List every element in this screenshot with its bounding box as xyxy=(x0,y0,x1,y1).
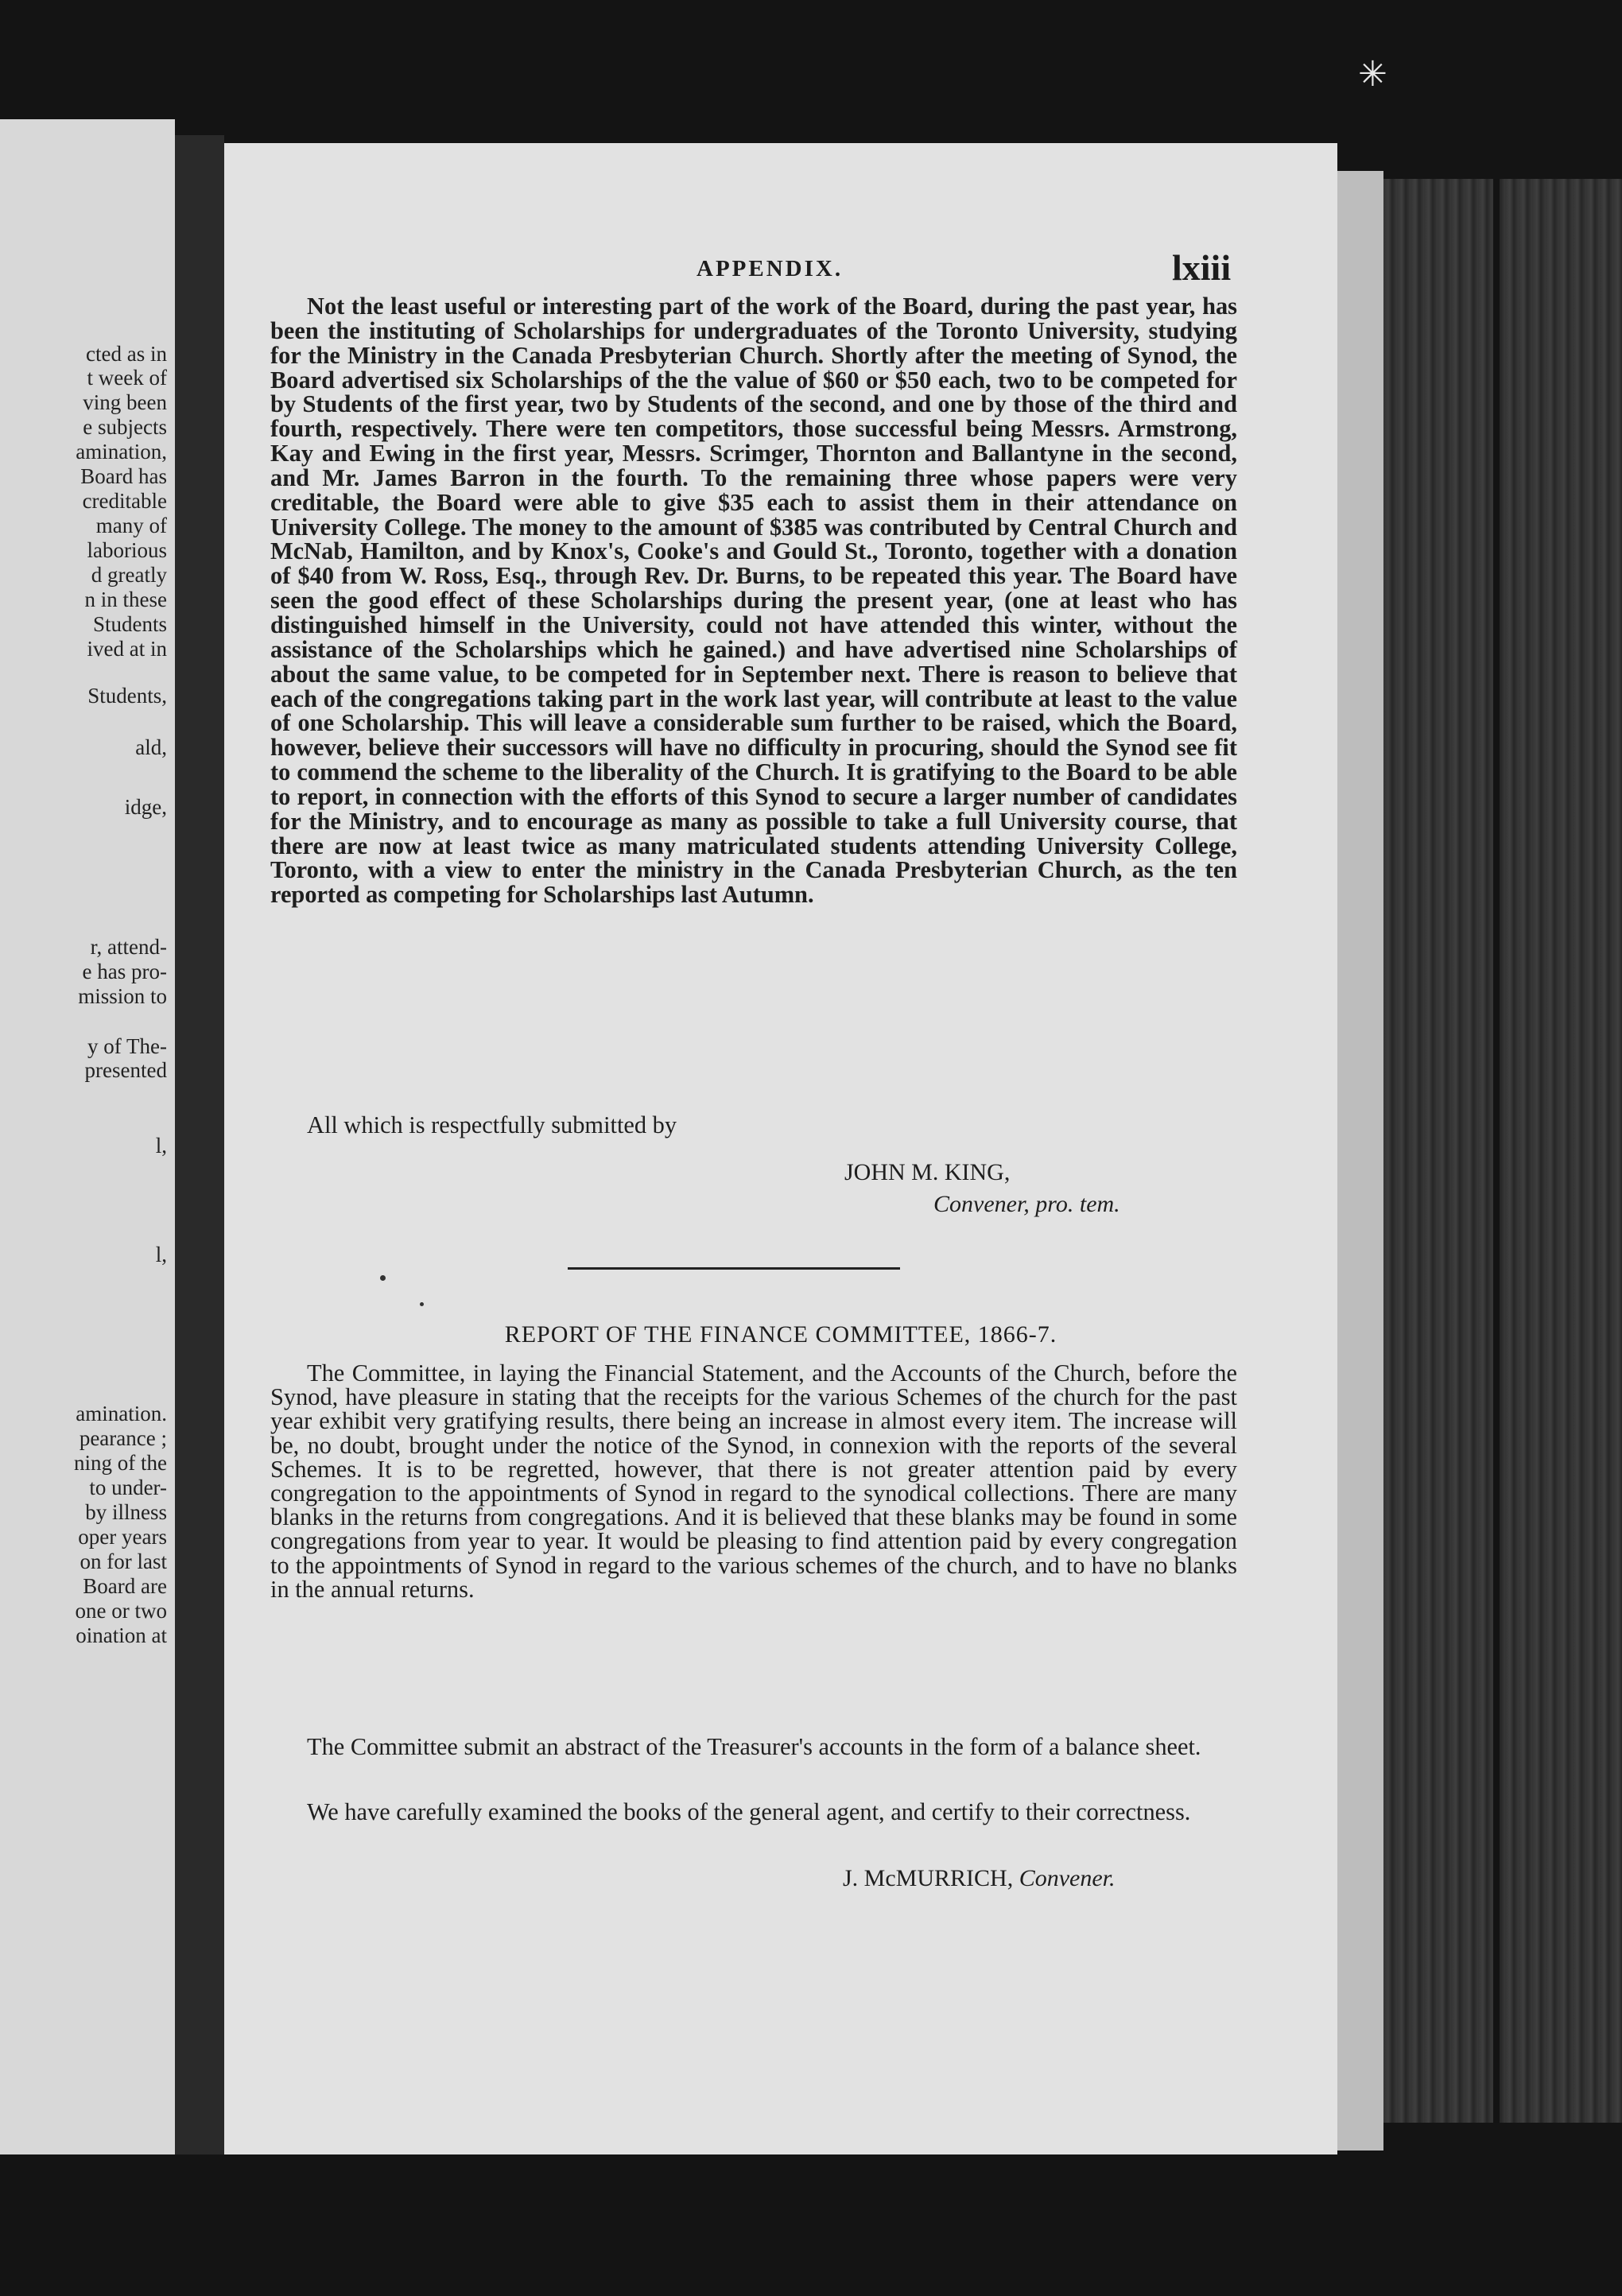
left-page-fragment: creditable xyxy=(82,489,167,513)
finance-paragraph-2: The Committee submit an abstract of the Treasurer's accounts in the form of a balance sheet. xyxy=(307,1733,1201,1760)
left-page-fragment: r, attend- xyxy=(90,935,167,959)
running-title: APPENDIX. xyxy=(697,256,844,281)
left-page-fragment: ning of the xyxy=(74,1451,167,1475)
right-page xyxy=(224,143,1337,2154)
finance-signature xyxy=(843,1865,1116,1892)
left-page-fragment: ving been xyxy=(83,390,167,414)
left-page-fragment: ald, xyxy=(135,735,167,759)
left-page-fragment: laborious xyxy=(87,538,167,562)
left-page-fragment: many of xyxy=(95,514,167,537)
left-page-fragment: y of The- xyxy=(87,1034,167,1058)
book-spine-line xyxy=(1493,179,1500,2123)
left-page-fragment: l, xyxy=(155,1134,167,1158)
left-page-fragment: Students, xyxy=(87,684,167,708)
left-page-fragment: on for last xyxy=(80,1549,167,1573)
finance-signature-name: J. McMURRICH, xyxy=(843,1865,1014,1891)
left-page-fragment: to under- xyxy=(89,1476,167,1499)
left-page-fragment: cted as in xyxy=(86,342,167,366)
left-page-fragment: amination. xyxy=(76,1402,167,1425)
left-page-fragment: ived at in xyxy=(87,637,167,661)
finance-paragraph-1: The Committee, in laying the Financial Statement, and the Accounts of the Church, before the Synod, have pleasure in stating that the receipts for the various Schemes of the church for the past year exhibit very gratifying results, there being an increase in almost every item. The increase will be, no doubt, brought under the notice of the Synod, in connexion with the reports of the several Schemes. It is to be regretted, however, that there is not greater attention paid by every congregation to the appointments of Synod in regard to the synodical collections. There are many blanks in the returns from congregations. And it is believed that these blanks may be found in some congregations from year to year. It would be pleasing to find attention paid by every congregation to the appointments of Synod in regard to the various schemes of the church, and to have no blanks in the annual returns. xyxy=(270,1359,1237,1603)
left-page-fragment: e has pro- xyxy=(82,960,167,983)
book-page-edges xyxy=(1383,179,1622,2123)
left-page-fragment: amination, xyxy=(76,440,167,463)
ink-speck xyxy=(420,1302,424,1306)
scholarships-paragraph: Not the least useful or interesting part of the work of the Board, during the past year, has been the instituting of Scholarships for undergraduates of the Toronto University, studying for the Ministry in the Canada Presbyterian Church. Shortly after the meeting of Synod, the Board advertised six Scholarships of the the value of $60 or $50 each, two to be competed for by Students of the first year, two by Students of the second, and one by those of the third and fourth, respectively. There were ten competitors, those successful being Messrs. Armstrong, Kay and Ewing in the first year, Messrs. Scrimger, Thornton and Ballantyne in the second, and Mr. James Barron in the fourth. To the remaining three whose papers were very creditable, the Board were able to give $35 each to assist them in their attendance on University College. The money to the amount of $385 was contributed by Central Church and McNab, Hamilton, and by Knox's, Cooke's and Gould St., Toronto, together with a donation of $40 from W. Ross, Esq., through Rev. Dr. Burns, to be repeated this year. The Board have seen the good effect of these Scholarships during the present year, (one at least who has distinguished himself in the University, could not have attended this winter, without the assistance of the Scholarships which he gained.) and have advertised nine Scholarships of about the same value, to be competed for in September next. There is reason to believe that each of the congregations taking part in the work last year, will contribute at least to the value of one Scholarship. This will leave a considerable sum further to be raised, which the Board, however, believe their successors will have no difficulty in procuring, should the Synod see fit to commend the scheme to the liberality of the Church. It is gratifying to the Board to be able to report, in connection with the efforts of this Synod to secure a larger number of candidates for the Ministry, and to encourage as many as possible to take a full University course, that there are now at least twice as many matriculated students attending University College, Toronto, with a view to enter the ministry in the Canada Presbyterian Church, as the ten reported as competing for Scholarships last Autumn. xyxy=(270,293,1237,909)
section-divider xyxy=(568,1267,900,1270)
left-page-fragment: Students xyxy=(92,612,167,636)
finance-report-title: REPORT OF THE FINANCE COMMITTEE, 1866-7. xyxy=(504,1321,1057,1348)
finance-paragraph-3: We have carefully examined the books of the general agent, and certify to their correctness. xyxy=(307,1798,1191,1825)
left-page-fragment: by illness xyxy=(85,1500,167,1524)
left-page-fragment: oper years xyxy=(78,1525,167,1549)
left-page-fragment: pearance ; xyxy=(79,1426,167,1450)
left-page-fragment: presented xyxy=(84,1058,167,1082)
left-page-fragment: e subjects xyxy=(83,415,167,439)
submitted-line: All which is respectfully submitted by xyxy=(307,1111,677,1138)
left-page-fragment: Board are xyxy=(83,1574,167,1598)
left-page-fragment: n in these xyxy=(84,588,167,611)
page-edge xyxy=(1337,171,1383,2151)
running-head xyxy=(224,248,1337,288)
ink-speck xyxy=(380,1275,386,1281)
left-page-fragment: Board has xyxy=(80,464,167,488)
corner-mark-icon: ✳ xyxy=(1358,54,1387,95)
signature-title: Convener, pro. tem. xyxy=(933,1191,1120,1217)
finance-signature-title: Convener. xyxy=(1019,1865,1116,1891)
left-page-fragment: l, xyxy=(155,1243,167,1266)
left-page-fragment: idge, xyxy=(124,795,167,819)
left-page xyxy=(0,119,175,2154)
left-page-fragment: mission to xyxy=(78,984,167,1008)
signature-name: JOHN M. KING, xyxy=(844,1159,1011,1185)
left-page-fragment: d greatly xyxy=(91,563,167,587)
left-page-fragment: oination at xyxy=(76,1623,167,1647)
left-page-fragment: t week of xyxy=(87,366,167,390)
book-gutter xyxy=(175,135,224,2154)
left-page-fragment: one or two xyxy=(75,1599,167,1623)
page-number: lxiii xyxy=(1172,247,1232,288)
